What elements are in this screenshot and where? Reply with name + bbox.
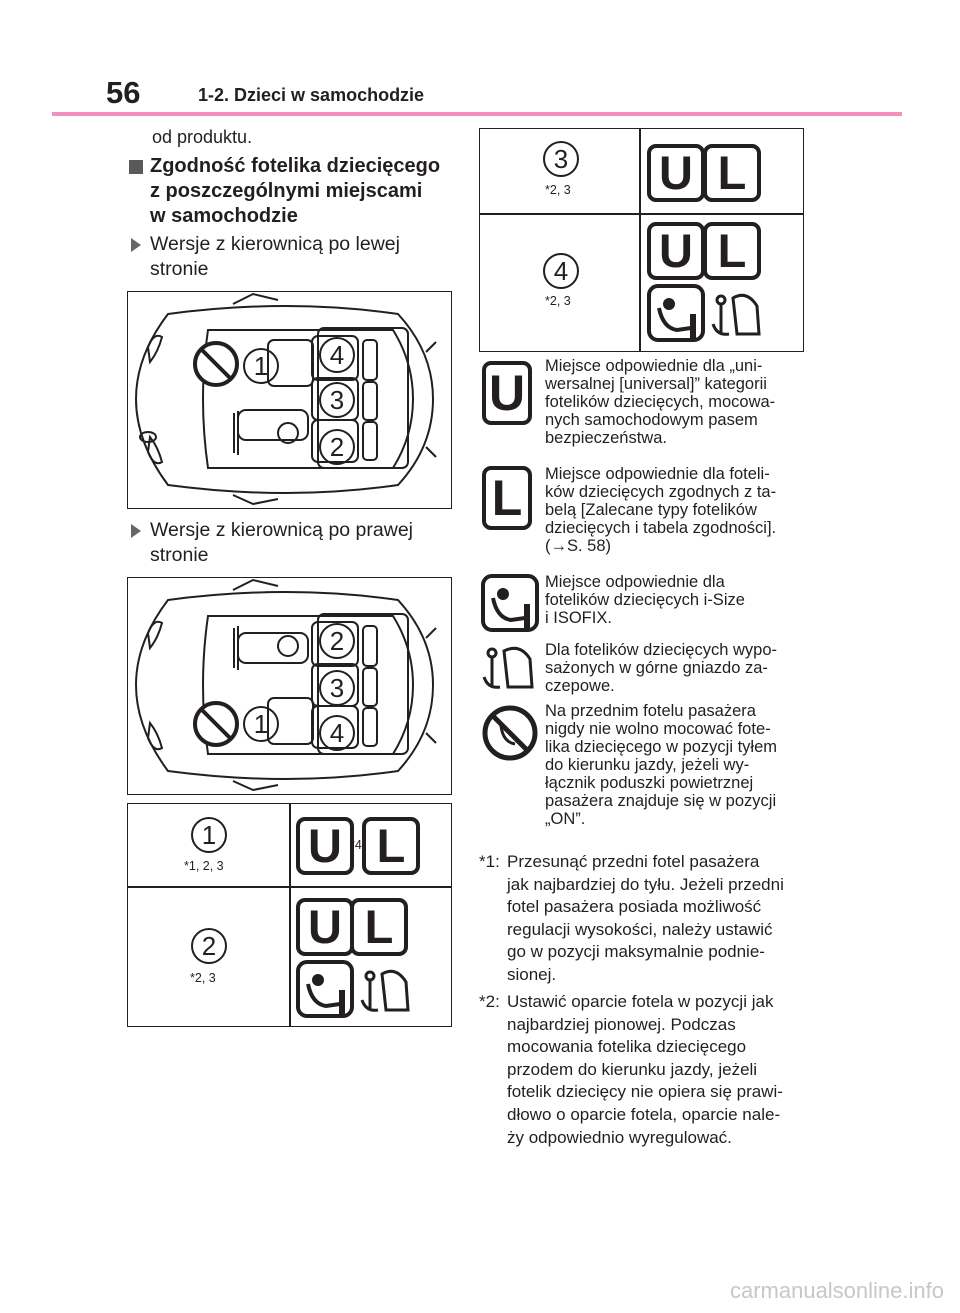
legend-universal-badge: U [482,361,532,425]
rhd-bullet-icon [131,524,141,538]
lhd-no-rear-facing-icon [195,343,237,385]
rhd-line-2: stronie [150,544,209,566]
seat-3-universal-badge: U [647,144,705,202]
seat-1-universal-note: *4 [350,838,362,852]
legend-l-badge: L [482,466,532,530]
seat-4-number: 4 [543,253,579,289]
seat-2-note: *2, 3 [190,971,216,985]
rhd-no-rear-facing-icon [195,703,237,745]
seat-1-universal-badge: U [296,817,354,875]
header-rule [52,112,902,116]
legend-no-rear-facing-icon [481,704,539,762]
rhd-car-illustration [128,578,450,793]
seat-4-universal-badge: U [647,222,705,280]
page-number: 56 [106,75,141,110]
legend-isize-icon [481,574,539,632]
seat-2-tether-icon [362,971,408,1010]
footnote-2-text: Ustawić oparcie fotela w pozycji jak najbardziej pionowej. Podczas mocowania fotelika dziecięcego przodem do kierunku jazdy, jeżeli fotelik dziecięcy nie opiera się prawi- dłowo o oparcie fotela, oparcie nale- ży odpowiednio wyregulować. [507,992,783,1147]
footnote-1-mark: *1: [479,852,500,871]
lhd-seat-label-1: 1 [243,348,279,384]
legend-top-tether-icon [480,641,538,693]
seat-3-number: 3 [543,141,579,177]
compat-heading-line-1: Zgodność fotelika dziecięcego [150,155,441,177]
seat-1-l-badge: L [362,817,420,875]
lhd-car-illustration [128,292,450,507]
seat-1-number: 1 [191,817,227,853]
seat-4-isize-tether-icons [647,284,767,342]
seat-4-l-badge: L [703,222,761,280]
intro-text: od produktu. [152,127,253,147]
rhd-seat-label-1: 1 [243,706,279,742]
legend-l-text: Miejsce odpowiednie dla foteli- ków dziecięcych zgodnych z ta- belą [Zalecane typy fotelików dziecięcych i tabela zgodności]. (→S. 58) [545,465,777,555]
lhd-line-1: Wersje z kierownicą po lewej [150,233,400,255]
legend-no-rear-facing-text: Na przednim fotelu pasażera nigdy nie wolno mocować fote- lika dziecięcego w pozycji tyłem do kierunku jazdy, jeżeli wy- łącznik poduszki powietrznej pasażera znajduje się w pozycji „ON”. [545,702,778,828]
lhd-seat-label-4: 4 [319,337,355,373]
rhd-seat-label-4: 4 [319,715,355,751]
lhd-seat-diagram [127,291,452,509]
seat-4-tether-icon [713,295,759,334]
footnote-1-text: Przesunąć przedni fotel pasażera jak najbardziej do tyłu. Jeżeli przedni fotel pasażera posiada możliwość regulacji wysokości, należy ustawić go w pozycji maksymalnie podnie- sionej. [507,852,784,984]
seat-2-number: 2 [191,928,227,964]
seat-3-l-badge: L [703,144,761,202]
seat-2-l-badge: L [350,898,408,956]
seat-2-isize-tether-icons [296,960,416,1018]
lhd-seat-label-3: 3 [319,382,355,418]
compat-heading-line-3: w samochodzie [150,205,298,227]
seat-table-1-2-row-divider [127,886,452,888]
legend-isize-text: Miejsce odpowiednie dla fotelików dziecięcych i-Size i ISOFIX. [545,573,745,627]
lhd-seat-label-2: 2 [319,429,355,465]
seat-1-note: *1, 2, 3 [184,859,224,873]
seat-table-3-4-divider [639,128,641,352]
legend-universal-text: Miejsce odpowiednie dla „uni- wersalnej [universal]” kategorii fotelików dziecięcych, mocowa- nych samochodowym pasem bezpieczeństwa. [545,357,776,447]
footnote-2-mark: *2: [479,992,500,1011]
seat-2-universal-badge: U [296,898,354,956]
seat-2-isize-icon [298,962,352,1016]
legend-tether-text: Dla fotelików dziecięcych wypo- sażonych w górne gniazdo za- czepowe. [545,641,778,695]
seat-table-1-2-divider [289,803,291,1027]
watermark: carmanualsonline.info [729,1278,944,1303]
heading-bullet [129,160,143,174]
rhd-seat-diagram [127,577,452,795]
rhd-line-1: Wersje z kierownicą po prawej [150,519,413,541]
rhd-seat-label-3: 3 [319,670,355,706]
lhd-bullet-icon [131,238,141,252]
lhd-line-2: stronie [150,258,209,280]
seat-table-3-4-row-divider [479,213,804,215]
compat-heading-line-2: z poszczególnymi miejscami [150,180,423,202]
seat-4-note: *2, 3 [545,294,571,308]
seat-4-isize-icon [649,286,703,340]
rhd-seat-label-2: 2 [319,623,355,659]
seat-3-note: *2, 3 [545,183,571,197]
section-title: 1-2. Dzieci w samochodzie [198,85,425,105]
